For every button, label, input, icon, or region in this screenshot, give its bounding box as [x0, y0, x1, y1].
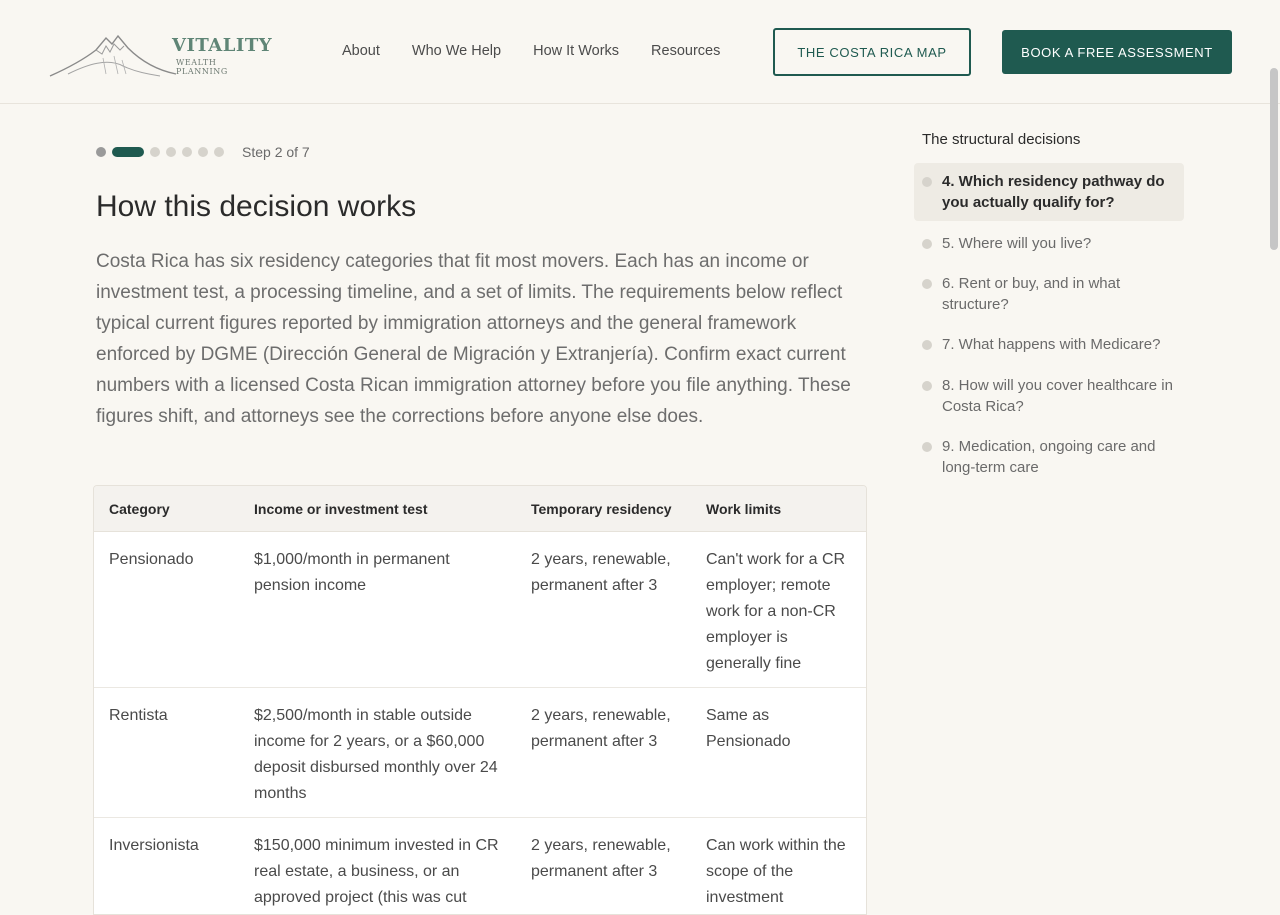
table-cell: Same as Pensionado	[706, 707, 791, 750]
table-row	[94, 818, 866, 915]
toc-bullet-icon	[922, 340, 932, 350]
nav-item-how-it-works[interactable]: How It Works	[533, 43, 620, 59]
toc-item-label: 8. How will you cover healthcare in Costa Rica?	[942, 377, 1173, 415]
step-progress	[96, 146, 310, 158]
toc-item-where-live[interactable]	[914, 225, 1184, 262]
toc-item-medication[interactable]	[914, 428, 1184, 486]
column-header-work-limits: Work limits	[706, 501, 782, 517]
toc-item-residency-pathway[interactable]	[914, 163, 1184, 221]
toc-bullet-icon	[922, 442, 932, 452]
column-header-income: Income or investment test	[254, 501, 428, 517]
mountain-logo-icon	[48, 30, 178, 80]
nav-item-who-we-help[interactable]: Who We Help	[411, 43, 502, 59]
site-header	[0, 0, 1280, 104]
toc-title: The structural decisions	[922, 131, 1081, 148]
toc-item-label: 6. Rent or buy, and in what structure?	[942, 275, 1121, 313]
page-title: How this decision works	[96, 190, 417, 223]
step-dot-2[interactable]	[112, 147, 144, 157]
step-dot-1[interactable]	[96, 147, 106, 157]
toc-bullet-icon	[922, 381, 932, 391]
toc-item-healthcare[interactable]	[914, 367, 1184, 425]
nav-item-about[interactable]: About	[342, 43, 380, 59]
toc-item-label: 5. Where will you live?	[942, 235, 1092, 252]
column-header-temporary-residency: Temporary residency	[531, 501, 672, 517]
book-assessment-button[interactable]: BOOK A FREE ASSESSMENT	[1002, 30, 1232, 74]
main-nav	[342, 43, 720, 59]
step-dot-5[interactable]	[182, 147, 192, 157]
page-scrollbar[interactable]	[1270, 68, 1278, 250]
table-cell: Can't work for a CR employer; remote work for a non-CR employer is generally fine	[706, 551, 846, 672]
step-dot-7[interactable]	[214, 147, 224, 157]
table-cell: Rentista	[109, 707, 168, 724]
toc-bullet-icon	[922, 279, 932, 289]
toc-item-label: 9. Medication, ongoing care and long-term care	[942, 438, 1156, 476]
toc-item-label: 7. What happens with Medicare?	[942, 336, 1161, 353]
table-cell: Inversionista	[109, 837, 199, 854]
costa-rica-map-button[interactable]: THE COSTA RICA MAP	[773, 28, 971, 76]
table-row	[94, 688, 866, 818]
table-cell: $1,000/month in permanent pension income	[254, 551, 450, 594]
table-cell: Pensionado	[109, 551, 194, 568]
intro-paragraph: Costa Rica has six residency categories that fit most movers. Each has an income or investment test, a processing timeline, and a set of limits. The requirements below reflect typical current figures reported by immigration attorneys and the general framework enforced by DGME (Dirección General de Migración y Extranjería). Confirm exact current numbers with a licensed Costa Rican immigration attorney before you file anything. These figures shift, and attorneys see the corrections before anyone else does.	[96, 251, 851, 427]
table-cell: 2 years, renewable, permanent after 3	[531, 707, 671, 750]
toc-item-medicare[interactable]	[914, 326, 1184, 363]
brand-tagline: WEALTH PLANNING	[176, 58, 228, 76]
toc-item-rent-or-buy[interactable]	[914, 265, 1184, 323]
table-cell: $2,500/month in stable outside income for 2 years, or a $60,000 deposit disbursed monthly over 24 months	[254, 707, 498, 802]
table-header	[94, 486, 866, 532]
table-cell: Can work within the scope of the investment	[706, 837, 846, 906]
table-cell: 2 years, renewable, permanent after 3	[531, 551, 671, 594]
table-cell: 2 years, renewable, permanent after 3	[531, 837, 671, 880]
brand-name: VITALITY	[172, 35, 273, 56]
nav-item-resources[interactable]: Resources	[651, 43, 721, 59]
residency-table	[93, 485, 867, 915]
step-label: Step 2 of 7	[242, 144, 310, 160]
step-dot-6[interactable]	[198, 147, 208, 157]
table-row	[94, 532, 866, 688]
column-header-category: Category	[109, 501, 170, 517]
toc-bullet-icon	[922, 239, 932, 249]
toc-item-label: 4. Which residency pathway do you actually qualify for?	[942, 173, 1165, 211]
step-dot-3[interactable]	[150, 147, 160, 157]
step-dot-4[interactable]	[166, 147, 176, 157]
brand-logo[interactable]	[48, 30, 273, 80]
table-cell: $150,000 minimum invested in CR real estate, a business, or an approved project (this was cut	[254, 837, 499, 906]
toc-bullet-icon	[922, 177, 932, 187]
